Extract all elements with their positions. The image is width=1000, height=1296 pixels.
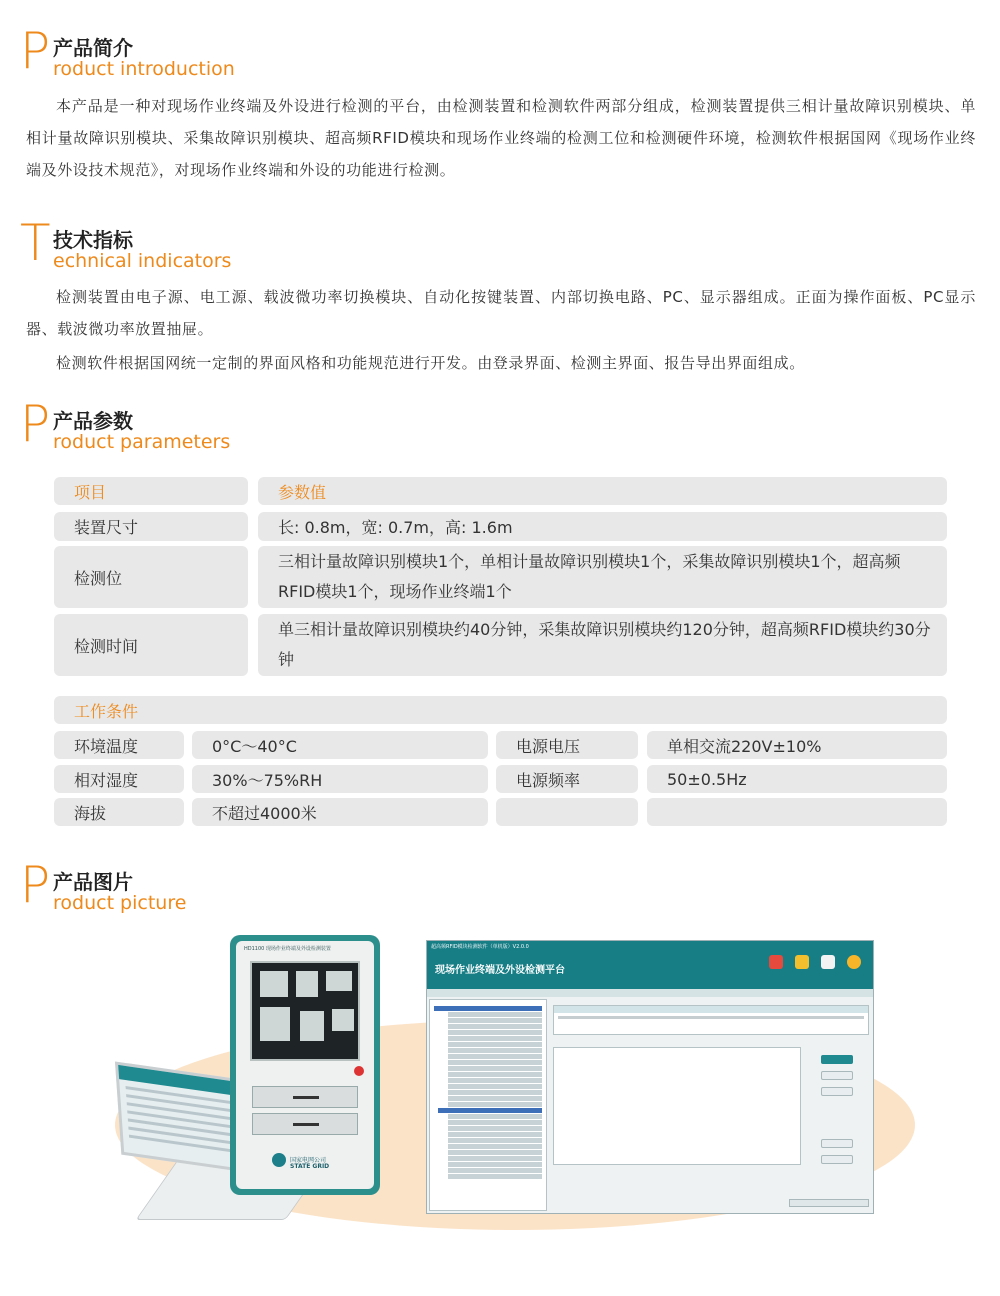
condition-key: 相对湿度 [54, 765, 184, 793]
drawer [252, 1086, 358, 1108]
params-row-item: 检测位 [54, 546, 248, 608]
section-header-intro [20, 22, 420, 80]
section-header-picture [20, 856, 420, 914]
software-caption: 超高频RFID模块检测软件（单机版）V2.0.0 [431, 944, 529, 950]
params-row-value: 长: 0.8m，宽: 0.7m，高: 1.6m [258, 512, 947, 541]
section-title-en: roduct picture [53, 892, 187, 914]
section-title-en: roduct introduction [53, 58, 235, 80]
software-screenshot [426, 940, 874, 1214]
section-title-zh: 产品简介 [53, 36, 133, 60]
section-title-en: echnical indicators [53, 250, 232, 272]
software-log-area [553, 1047, 801, 1165]
test-cabinet [230, 935, 380, 1195]
software-button [821, 1071, 853, 1080]
condition-key: 海拔 [54, 798, 184, 826]
condition-value: 不超过4000米 [192, 798, 488, 826]
condition-value: 30%～75%RH [192, 765, 488, 793]
condition-value: 50±0.5Hz [647, 765, 947, 793]
software-start-button [821, 1055, 853, 1064]
tech-paragraph-1: 检测装置由电子源、电工源、载波微功率切换模块、自动化按键装置、内部切换电路、PC、显示器组成。正面为操作面板、PC显示器、载波微功率放置抽屉。 [26, 288, 976, 338]
tech-paragraph-2: 检测软件根据国网统一定制的界面风格和功能规范进行开发。由登录界面、检测主界面、报告导出界面组成。 [56, 354, 805, 372]
params-row-item: 检测时间 [54, 614, 248, 676]
section-letter: P [20, 395, 51, 453]
section-letter: P [20, 856, 51, 914]
cabinet-logo-en: STATE GRID [290, 1163, 330, 1170]
software-button [821, 1139, 853, 1148]
cabinet-window [250, 961, 360, 1061]
condition-key: 电源频率 [496, 765, 638, 793]
software-test-tree [429, 999, 547, 1211]
product-picture [0, 930, 1000, 1270]
section-letter: P [20, 22, 51, 80]
params-row-item: 装置尺寸 [54, 512, 248, 541]
cabinet-title: HD1100 现场作业终端及外设检测装置 [244, 946, 331, 952]
emergency-stop-icon [354, 1066, 364, 1076]
minus-icon [839, 955, 869, 969]
condition-key-empty [496, 798, 638, 826]
condition-key: 环境温度 [54, 731, 184, 759]
cabinet-logo-zh: 国家电网公司 [290, 1157, 327, 1164]
section-title-zh: 产品图片 [53, 870, 133, 894]
condition-value-empty [647, 798, 947, 826]
intro-paragraph: 本产品是一种对现场作业终端及外设进行检测的平台，由检测装置和检测软件两部分组成，检测装置提供三相计量故障识别模块、单相计量故障识别模块、采集故障识别模块、超高频RFID模块和现场作业终端的检测工位和检测硬件环境，检测软件根据国网《现场作业终端及外设技术规范》，对现场作业终端和外设的功能进行检测。 [26, 97, 976, 179]
section-letter: T [20, 214, 51, 272]
condition-key: 电源电压 [496, 731, 638, 759]
condition-value: 0°C～40°C [192, 731, 488, 759]
params-header-item: 项目 [54, 477, 248, 505]
software-result-table [553, 1005, 869, 1035]
drawer [252, 1113, 358, 1135]
section-header-params [20, 395, 420, 453]
params-row-value: 单三相计量故障识别模块约40分钟，采集故障识别模块约120分钟，超高频RFID模块约30分钟 [258, 614, 947, 676]
params-header-value: 参数值 [258, 477, 947, 505]
condition-value: 单相交流220V±10% [647, 731, 947, 759]
state-grid-logo-icon [272, 1153, 286, 1167]
software-title: 现场作业终端及外设检测平台 [435, 965, 565, 976]
software-button [821, 1155, 853, 1164]
params-row-value: 三相计量故障识别模块1个，单相计量故障识别模块1个，采集故障识别模块1个，超高频RFID模块1个，现场作业终端1个 [258, 546, 947, 608]
conditions-header: 工作条件 [54, 696, 947, 724]
section-title-zh: 产品参数 [53, 409, 133, 433]
section-header-tech [20, 214, 420, 272]
section-title-en: roduct parameters [53, 431, 231, 453]
section-title-zh: 技术指标 [53, 228, 133, 252]
software-button [821, 1087, 853, 1096]
software-footer-bar [789, 1199, 869, 1207]
